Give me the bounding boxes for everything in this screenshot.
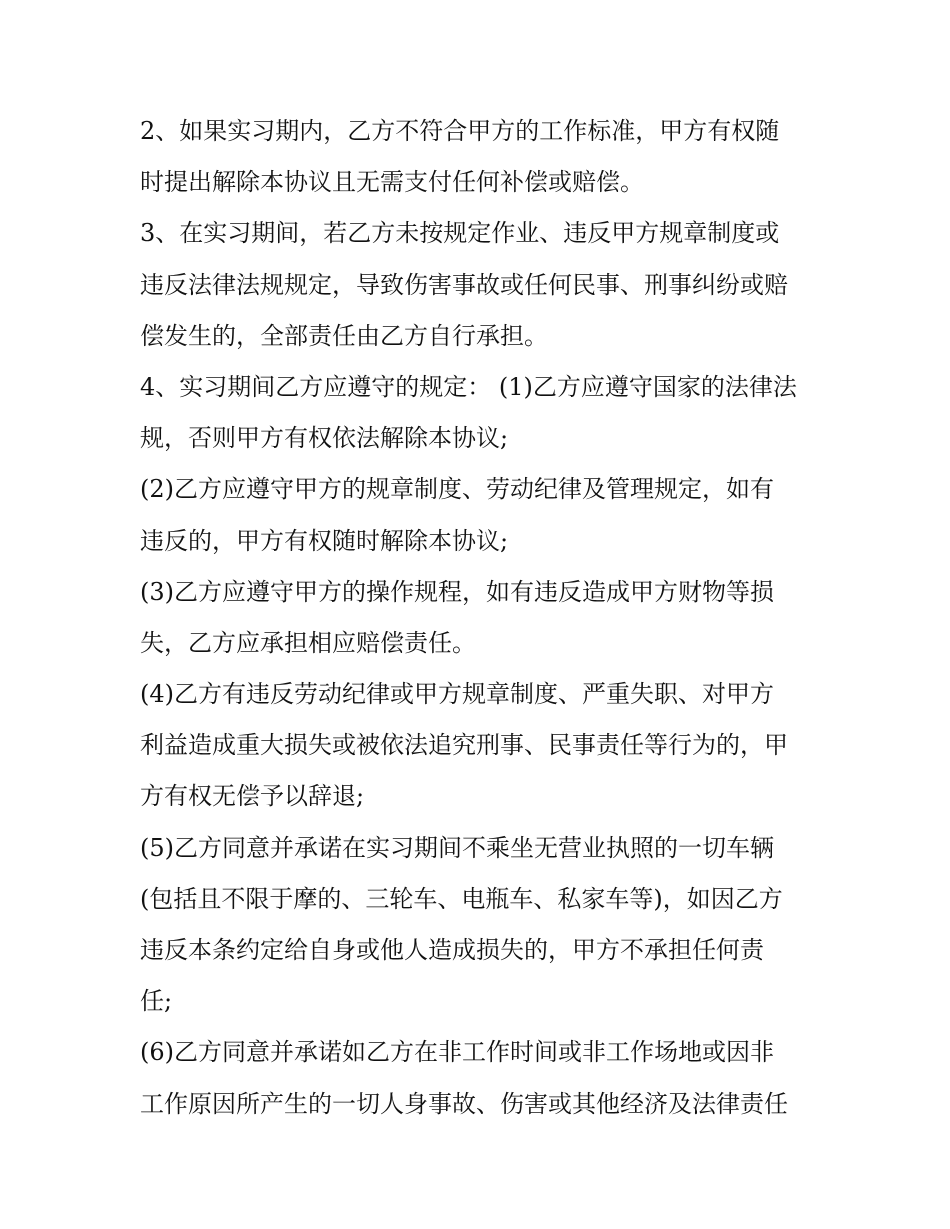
text-line: 违反法律法规规定，导致伤害事故或任何民事、刑事纠纷或赔 <box>140 270 788 299</box>
text-line: (3)乙方应遵守甲方的操作规程，如有违反造成甲方财物等损 <box>140 577 774 606</box>
text-line: (5)乙方同意并承诺在实习期间不乘坐无营业执照的一切车辆 <box>140 833 774 862</box>
text-line: (4)乙方有违反劳动纪律或甲方规章制度、严重失职、对甲方 <box>140 680 774 709</box>
text-line: (6)乙方同意并承诺如乙方在非工作时间或非工作场地或因非 <box>140 1038 774 1067</box>
text-line: (2)乙方应遵守甲方的规章制度、劳动纪律及管理规定，如有 <box>140 475 774 504</box>
text-line: 偿发生的，全部责任由乙方自行承担。 <box>140 321 548 350</box>
document-body <box>140 106 820 1130</box>
text-line: 3、在实习期间，若乙方未按规定作业、违反甲方规章制度或 <box>140 219 780 248</box>
text-line: 任; <box>140 987 173 1016</box>
text-line: 规，否则甲方有权依法解除本协议; <box>140 424 509 453</box>
text-line: (包括且不限于摩的、三轮车、电瓶车、私家车等)，如因乙方 <box>140 884 783 913</box>
text-line: 4、实习期间乙方应遵守的规定： (1)乙方应遵守国家的法律法 <box>140 372 797 401</box>
text-line: 方有权无偿予以辞退; <box>140 782 365 811</box>
text-line: 利益造成重大损失或被依法追究刑事、民事责任等行为的，甲 <box>140 731 788 760</box>
text-line: 违反本条约定给自身或他人造成损失的，甲方不承担任何责 <box>140 936 764 964</box>
text-line: 工作原因所产生的一切人身事故、伤害或其他经济及法律责任 <box>140 1089 788 1118</box>
text-line: 失，乙方应承担相应赔偿责任。 <box>140 628 476 657</box>
text-line: 2、如果实习期内，乙方不符合甲方的工作标准，甲方有权随 <box>140 117 780 145</box>
text-line: 违反的，甲方有权随时解除本协议; <box>140 526 509 555</box>
text-line: 时提出解除本协议且无需支付任何补偿或赔偿。 <box>140 168 644 197</box>
